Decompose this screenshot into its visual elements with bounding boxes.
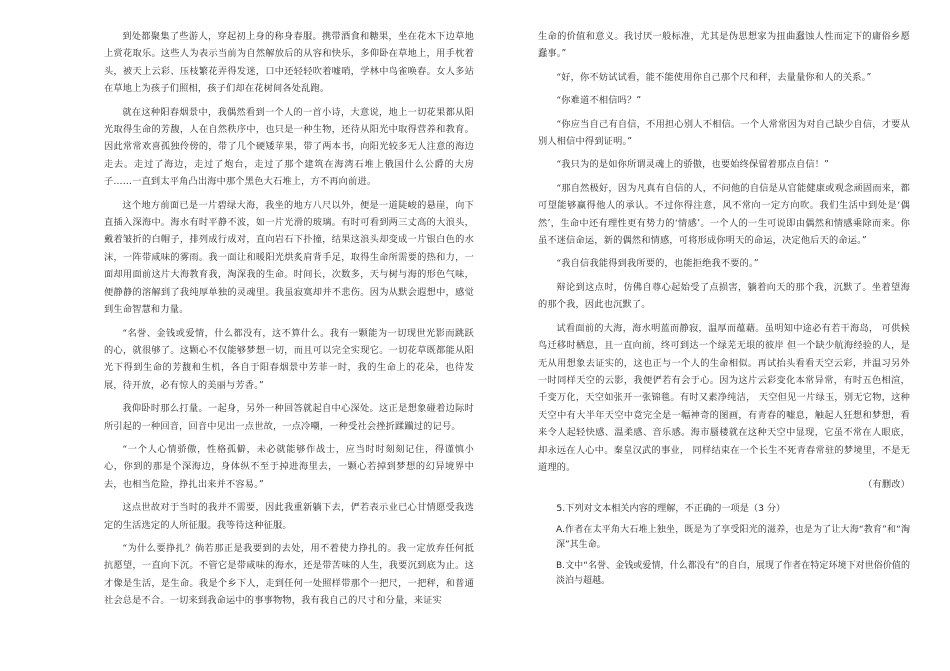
right-paragraph-2: “好，你不妨试试看，能不能使用你自己那个尺和秤，去量量你和人的关系。” [556, 71, 872, 83]
right-paragraph-9 [538, 320, 910, 494]
left-paragraph-7: 这点世故对于当时的我并不需要，因此我重新躺下去，俨若表示业已心甘情愿受我选定的生活选定的人所征服。我等待这种征服。 [104, 502, 474, 531]
right-paragraph-8: 辩论到这点时，仿佛自尊心起始受了点损害，躺着向天的那个我，沉默了。坐着望海的那个我，因此也沉默了。 [538, 281, 910, 311]
right-paragraph-7: “我自信我能得到我所要的，也能拒绝我不要的。” [556, 258, 759, 270]
right-paragraph-4: “你应当自己有自信，不用担心别人不相信。一个人常常因为对自己缺少自信，才要从别人相信中得到证明。” [538, 118, 910, 148]
left-paragraph-2: 就在这种阳春烟景中，我偶然看到一个人的一首小诗，大意说，地上一切花果都从阳光取得生命的芳馥，人在自然秩序中，也只是一种生物，还待从阳光中取得营养和教育。因此常常欢喜孤独伶傍的，带了几个硬矮苹果，带了两本书，向阳光较多无人注意的海边走去。走过了海边，走过了炮台，走过了那个建筑在海湾石堆上俄国什么公爵的大房子……一直到太平角凸出海中那个黑色大石堆上，方不再向前进。 [104, 106, 474, 188]
right-paragraph-1: 生命的价值和意义。我讨厌一般标准，尤其是伪思想家为扭曲蠢蚀人性而定下的庸俗乡愿蠢事。” [538, 31, 910, 60]
question-stem: 5.下列对文本相关内容的理解，不正确的一项是（3 分） [556, 502, 786, 514]
left-paragraph-1: 到处都聚集了些游人，穿起初上身的称身春服。携带酒食和糖果，坐在花木下边草地上赏花取乐。这些人为表示当前为自然解放后的从容和快乐，多仰卧在草地上，用手枕着头，被天上云彩、压枝繁花弄得发迷，口中还轻轻吹着嘘哨，学林中鸟雀唤春。女人多站在草地上为孩子们照相，孩子们却在花树间各处乱跑。 [104, 31, 474, 95]
right-paragraph-6: “那自然极好，因为凡真有自信的人，不问他的自信是从官能健康或观念顽固而来，都可望能够赢得他人的承认。不过你得注意，风不常向一定方向吹。我们生活中到处是‘偶然’，生命中还有理性更有势力的‘情感’。一个人的一生可说即由偶然和情感乘除而来。你虽不迷信命运，新的偶然和情感，可将形成你明天的命运，决定他后天的命运。” [538, 182, 910, 247]
right-paragraph-3: “你难道不相信吗？” [556, 95, 642, 107]
left-column [104, 28, 474, 616]
option-a[interactable]: A.作者在太平角大石堆上独坐，既是为了享受阳光的滋养，也是为了让大海“教育”和“淘深”其生命。 [556, 525, 910, 551]
right-column [538, 28, 910, 595]
source-note: （有删改） [863, 479, 910, 491]
left-paragraph-8: “为什么要挣扎？倘若那正是我要到的去处，用不着使力挣扎的。我一定放弃任何抵抗愿望，一直向下沉。不管它是带咸味的海水，还是带苦味的人生，我要沉到底为止。这才像是生活，是生命。我是个乡下人，走到任何一处照样带那个一把尺，一把秤，和普通社会总是不合。一切来到我命运中的事事物物，我有我自己的尺寸和分量，来证实 [104, 542, 474, 607]
right-paragraph-5: “我只为的是如你所谓灵魂上的骄傲，也要始终保留着那点自信！” [556, 159, 830, 171]
left-paragraph-3: 这个地方前面已是一片碧绿大海，我坐的地方八尺以外，便是一道陡峻的悬崖，向下直插入深海中。海水有时平静不波，如一片光滑的玻璃。有时可看到两三丈高的大浪头，戴着皱折的白帽子，排列成行成对，直向岩石下扑撞，结果这浪头却变成一片银白色的水沫，一阵带咸味的雾雨。我一面让和暖阳光烘炙肩背手足，取得生命所需要的热和力，一面却用面前这片大海教育我，淘深我的生命。时间长，次数多，天与树与海的形色气味，便静静的溶解到了我纯厚单独的灵魂里。我虽寂寞却并不悲伤。因为从默会遐想中，感觉到生命智慧和力量。 [104, 199, 474, 316]
left-paragraph-4: “名誉、金钱或爱情，什么都没有，这不算什么。我有一颗能为一切现世光影而跳跃的心，就很够了。这颗心不仅能够梦想一切，而且可以完全实现它。一切花草既都能从阳光下得到生命的芳馥和生机，各自于阳春烟景中芳菲一时，我的生命上的花朵，也待发展，待开放，必有惊人的美丽与芳香。” [104, 327, 474, 391]
right-paragraph-9-text: 试看面前的大海，海水明蓝而静寂，温厚而蕴藉。虽明知中途必有若干海岛， 可供候鸟迁移时栖息，且一直向前，终可到达一个绿芜无垠的彼岸 但一个缺少航海经验的人，是无从用想象去证实的，这也正与一个人的生命相似。再试抬头看看天空云彩，并温习另外一时同样天空的云影，我便俨若有会于心。因为这片云彩变化本常异常，有时五色相渲，千变万化，天空如张开一张锦毯。有时又素净纯洁， 天空但见一片绿玉，别无它物，这种天空中有大半年天空中竟完全是一幅神奇的图画，有青春的嘘息，触起人狂想和梦想，看来令人起轻快感、温柔感、音乐感。海市蜃楼就在这种天空中显现，它虽不常在人眼底，却永远在人心中。秦皇汉武的事业， 同样结束在一个长生不死青春常驻的梦境里，不是无道理的。 [538, 322, 910, 473]
left-paragraph-5: 我仰卧时那么打量。一起身，另外一种回答就起自中心深处。这正是想象碰着边际时所引起的一种回音，回音中见出一点世故，一点冷嘲，一种受社会挫折蹂躏过的记号。 [104, 403, 474, 432]
left-paragraph-6: “一个人心情骄傲，性格孤僻，未必就能够作战士，应当时时刻刻记住，得谨慎小心，你到的那是个深海边，身体纵不至于掉进海里去，一颗心若掉到梦想的幻异境界中去，也相当危险，挣扎出来并不容易。” [104, 443, 474, 490]
option-b[interactable]: B.文中“名誉、金钱或爱情，什么都没有”的自白，展现了作者在特定环境下对世俗价值的淡泊与超越。 [556, 561, 910, 587]
